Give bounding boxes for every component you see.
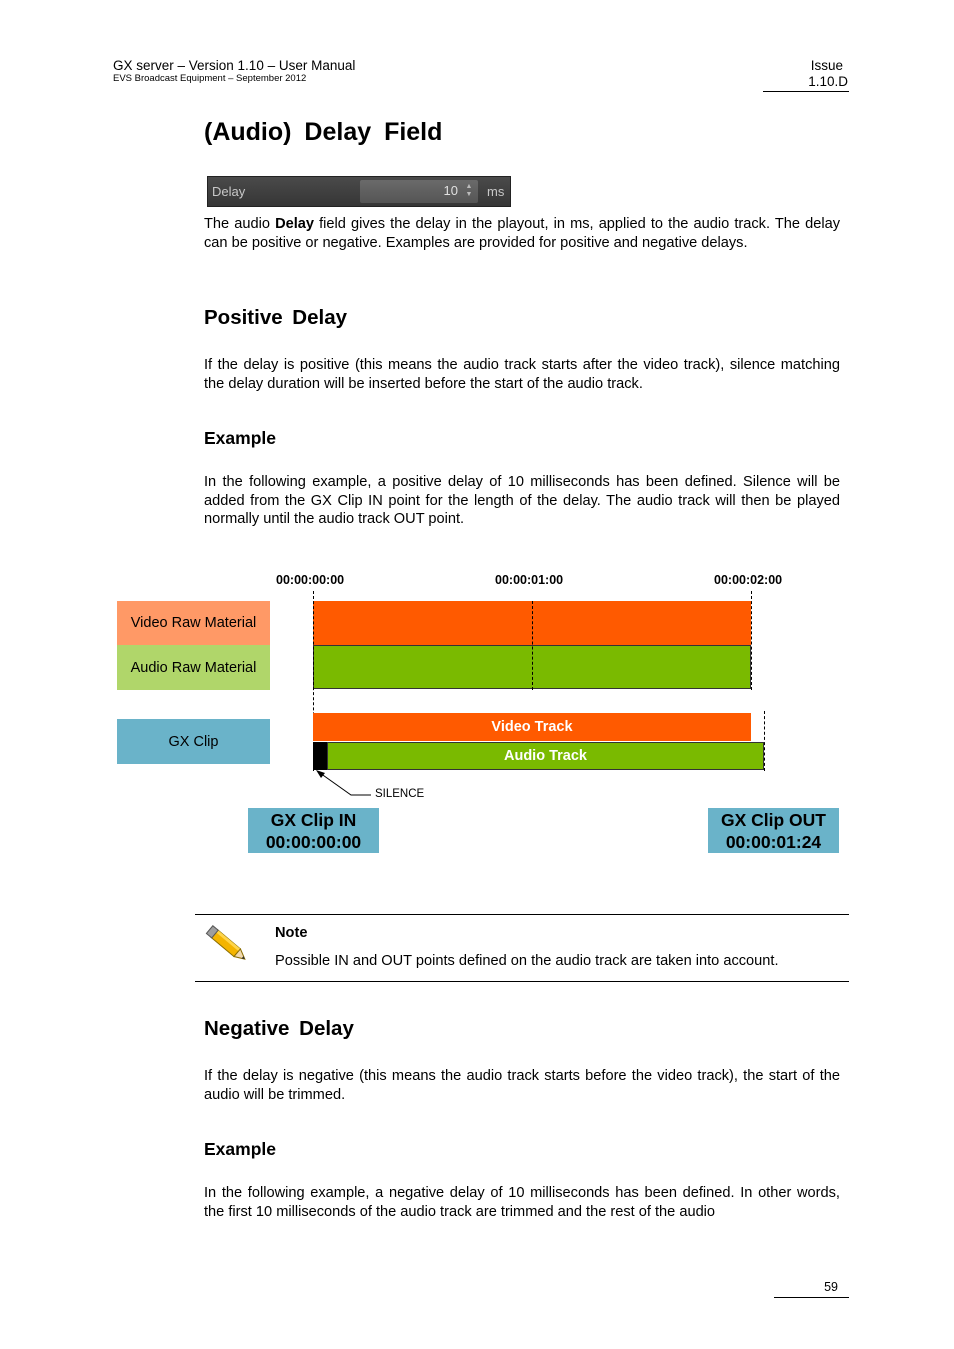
gx-clip-label: GX Clip <box>117 719 270 764</box>
time-label-end: 00:00:02:00 <box>714 573 783 587</box>
video-raw-label: Video Raw Material <box>117 601 270 645</box>
negative-delay-heading: Negative Delay <box>204 1017 354 1040</box>
silence-pointer-arrow <box>314 770 374 800</box>
middle-marker-line <box>532 601 533 690</box>
delay-value: 10 <box>443 183 458 198</box>
header-rule <box>763 91 849 92</box>
time-label-start: 00:00:00:00 <box>276 573 345 587</box>
silence-label: SILENCE <box>375 788 425 800</box>
video-track-bar: Video Track <box>313 713 751 741</box>
delay-label: Delay <box>212 184 246 199</box>
note-bottom-rule <box>195 981 849 982</box>
spinner-icon[interactable]: ▲ ▼ <box>465 183 473 198</box>
intro-text-end: field gives the delay in the playout, in ms, applied to the audio track. The delay can be positive or negative. Examples are provided for positive and negative delays. <box>204 216 840 251</box>
clip-out-time: 00:00:01:24 <box>725 832 822 852</box>
clip-in-time: 00:00:00:00 <box>265 832 362 852</box>
clip-out-marker-line <box>764 711 765 771</box>
clip-out-box <box>708 808 839 853</box>
note-top-rule <box>195 914 849 915</box>
header-issue-value: 1.10.D <box>808 74 848 89</box>
positive-delay-heading: Positive Delay <box>204 306 348 329</box>
delay-input[interactable] <box>360 180 478 203</box>
end-marker-line <box>751 591 752 690</box>
silence-block <box>313 742 327 770</box>
clip-in-box <box>248 808 379 853</box>
negative-example-heading: Example <box>204 1139 276 1159</box>
clip-out-title: GX Clip OUT <box>721 810 826 830</box>
header-issue-label: Issue <box>810 58 843 73</box>
intro-paragraph <box>204 215 840 252</box>
header-subtitle: EVS Broadcast Equipment – September 2012 <box>113 73 307 84</box>
intro-text-start: The audio <box>204 216 276 232</box>
footer-rule <box>774 1297 849 1298</box>
audio-raw-label: Audio Raw Material <box>117 645 270 690</box>
header-title: GX server – Version 1.10 – User Manual <box>113 58 356 73</box>
intro-bold-term: Delay <box>275 216 315 232</box>
page-number: 59 <box>824 1280 838 1294</box>
time-label-middle: 00:00:01:00 <box>495 573 564 587</box>
note-text: Possible IN and OUT points defined on the audio track are taken into account. <box>275 953 779 969</box>
section-title: (Audio) Delay Field <box>204 118 443 146</box>
negative-example-text: In the following example, a negative delay of 10 milliseconds has been defined. In other words, the first 10 milliseconds of the audio track are trimmed and the rest of the audio <box>204 1185 840 1220</box>
audio-track-bar: Audio Track <box>327 742 764 770</box>
clip-in-title: GX Clip IN <box>270 810 357 830</box>
positive-example-text: In the following example, a positive delay of 10 milliseconds has been defined. Silence will be added from the GX Clip IN point for the length of the delay. The audio track will then be played normally until the audio track OUT point. <box>204 474 840 527</box>
positive-example-heading: Example <box>204 428 276 448</box>
positive-delay-text: If the delay is positive (this means the audio track starts after the video track), silence matching the delay duration will be inserted before the start of the audio track. <box>204 357 840 392</box>
pencil-icon <box>204 922 252 968</box>
delay-widget <box>207 176 511 207</box>
negative-delay-text: If the delay is negative (this means the audio track starts before the video track), the start of the audio will be trimmed. <box>204 1068 840 1103</box>
note-title: Note <box>275 925 308 941</box>
delay-unit: ms <box>487 184 505 199</box>
